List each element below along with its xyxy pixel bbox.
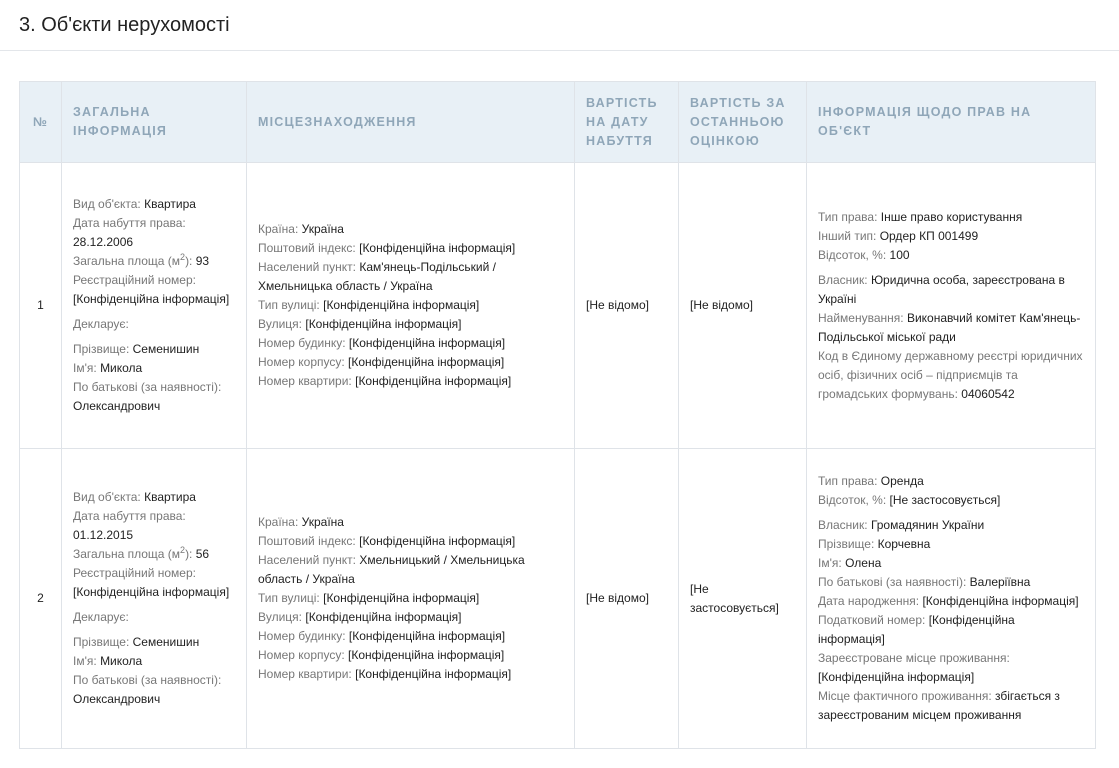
- declarant-label: Декларує:: [73, 610, 129, 624]
- area-value: 56: [195, 547, 210, 561]
- header-cost-acquisition: ВАРТІСТЬ НА ДАТУ НАБУТТЯ: [575, 82, 679, 163]
- object-type-value: Квартира: [144, 197, 196, 211]
- owner-value: Юридична особа, зареєстрована в Україні: [818, 272, 1065, 306]
- share-label: Відсоток, %:: [818, 493, 887, 507]
- owner-patronymic-value: Валеріївна: [969, 575, 1031, 589]
- right-type-label: Тип права:: [818, 474, 878, 488]
- apartment-label: Номер квартири:: [258, 667, 352, 681]
- header-general-info: ЗАГАЛЬНА ІНФОРМАЦІЯ: [62, 82, 247, 163]
- area-value: 93: [195, 254, 210, 268]
- block-label: Номер корпусу:: [258, 355, 345, 369]
- location-cell: [247, 449, 575, 749]
- edrpou-label: Код в Єдиному державному реєстрі юридичних осіб, фізичних осіб – підприємців та громадських формувань:: [818, 348, 1083, 401]
- other-type-label: Інший тип:: [818, 228, 877, 243]
- owner-patronymic-label: По батькові (за наявності):: [818, 575, 967, 589]
- right-type-value: Інше право користування: [880, 209, 1023, 224]
- share-value: 100: [889, 247, 910, 262]
- section-title: 3. Об'єкти нерухомості: [19, 13, 230, 36]
- street-label: Вулиця:: [258, 610, 303, 624]
- patronymic-label: По батькові (за наявності):: [73, 673, 222, 687]
- owner-surname-label: Прізвище:: [818, 537, 875, 551]
- org-name-value: Виконавчий комітет Кам'янець-Подільської міської ради: [818, 310, 1081, 344]
- right-type-value: Оренда: [880, 474, 924, 488]
- surname-label: Прізвище:: [73, 342, 130, 356]
- registered-address-value: [Конфіденційна інформація]: [818, 670, 975, 684]
- object-type-value: Квартира: [144, 490, 196, 504]
- street-type-value: [Конфіденційна інформація]: [323, 591, 480, 605]
- name-label: Ім'я:: [73, 654, 97, 668]
- table-row: [20, 163, 1096, 449]
- building-label: Номер будинку:: [258, 629, 346, 643]
- acquisition-date-label: Дата набуття права:: [73, 216, 186, 230]
- street-label: Вулиця:: [258, 317, 303, 331]
- registration-number-label: Реєстраційний номер:: [73, 273, 196, 287]
- surname-value: Семенишин: [132, 635, 200, 649]
- country-label: Країна:: [258, 515, 299, 529]
- city-label: Населений пункт:: [258, 260, 356, 274]
- cost-acquisition-cell: [Не відомо]: [575, 163, 679, 449]
- name-value: Микола: [100, 361, 143, 375]
- edrpou-value: 04060542: [961, 386, 1015, 401]
- share-label: Відсоток, %:: [818, 247, 887, 262]
- patronymic-value: Олександрович: [73, 399, 161, 413]
- area-label: Загальна площа $(м^2)$:: [73, 545, 193, 561]
- acquisition-date-value: 28.12.2006: [73, 235, 134, 249]
- section-header: [0, 0, 1119, 51]
- street-type-value: [Конфіденційна інформація]: [323, 298, 480, 312]
- street-type-label: Тип вулиці:: [258, 591, 320, 605]
- name-value: Микола: [100, 654, 143, 668]
- birth-date-value: [Конфіденційна інформація]: [922, 594, 1079, 608]
- owner-surname-value: Корчевна: [877, 537, 931, 551]
- tax-number-value: [Конфіденційна інформація]: [818, 613, 1015, 646]
- declarant-label: Декларує:: [73, 317, 129, 331]
- country-value: Україна: [301, 515, 344, 529]
- header-rights-info: ІНФОРМАЦІЯ ЩОДО ПРАВ НА ОБ'ЄКТ: [807, 82, 1096, 163]
- building-value: [Конфіденційна інформація]: [348, 629, 506, 643]
- apartment-value: [Конфіденційна інформація]: [355, 374, 512, 388]
- registered-address-label: Зареєстроване місце проживання:: [818, 651, 1010, 665]
- registration-number-value: [Конфіденційна інформація]: [73, 292, 230, 306]
- postcode-value: [Конфіденційна інформація]: [359, 241, 516, 255]
- acquisition-date-label: Дата набуття права:: [73, 509, 186, 523]
- header-cost-evaluation: ВАРТІСТЬ ЗА ОСТАННЬОЮ ОЦІНКОЮ: [679, 82, 807, 163]
- cost-evaluation-cell: [Не застосовується]: [679, 449, 807, 749]
- street-value: [Конфіденційна інформація]: [305, 610, 462, 624]
- owner-value: Громадянин України: [870, 518, 985, 532]
- actual-address-label: Місце фактичного проживання:: [818, 689, 992, 703]
- tax-number-label: Податковий номер:: [818, 613, 926, 627]
- owner-label: Власник:: [818, 272, 868, 287]
- owner-label: Власник:: [818, 518, 868, 532]
- header-location: МІСЦЕЗНАХОДЖЕННЯ: [247, 82, 575, 163]
- country-value: Україна: [301, 222, 344, 236]
- share-value: [Не застосовується]: [889, 493, 1001, 507]
- cost-acquisition-cell: [Не відомо]: [575, 449, 679, 749]
- table-header-row: [20, 82, 1096, 163]
- owner-name-label: Ім'я:: [818, 556, 842, 570]
- actual-address-value: збігається з зареєстрованим місцем проживання: [818, 689, 1060, 722]
- area-label: Загальна площа $(м^2)$:: [73, 252, 193, 268]
- block-label: Номер корпусу:: [258, 648, 345, 662]
- object-type-label: Вид об'єкта:: [73, 197, 141, 211]
- apartment-value: [Конфіденційна інформація]: [355, 667, 512, 681]
- postcode-value: [Конфіденційна інформація]: [359, 534, 516, 548]
- org-name-label: Найменування:: [818, 310, 904, 325]
- name-label: Ім'я:: [73, 361, 97, 375]
- postcode-label: Поштовий індекс:: [258, 534, 356, 548]
- right-type-label: Тип права:: [818, 209, 878, 224]
- owner-name-value: Олена: [845, 556, 882, 570]
- street-value: [Конфіденційна інформація]: [305, 317, 462, 331]
- registration-number-label: Реєстраційний номер:: [73, 566, 196, 580]
- postcode-label: Поштовий індекс:: [258, 241, 356, 255]
- real-estate-table: [19, 81, 1096, 749]
- patronymic-value: Олександрович: [73, 692, 161, 706]
- table-row: [20, 449, 1096, 749]
- rights-cell: [807, 163, 1096, 449]
- building-label: Номер будинку:: [258, 336, 346, 350]
- acquisition-date-value: 01.12.2015: [73, 528, 134, 542]
- building-value: [Конфіденційна інформація]: [348, 336, 506, 350]
- city-label: Населений пункт:: [258, 553, 356, 567]
- country-label: Країна:: [258, 222, 299, 236]
- street-type-label: Тип вулиці:: [258, 298, 320, 312]
- other-type-value: Ордер КП 001499: [879, 228, 979, 243]
- real-estate-table-wrapper: [19, 81, 1095, 749]
- block-value: [Конфіденційна інформація]: [348, 355, 505, 369]
- row-number: 1: [20, 163, 62, 449]
- cost-evaluation-cell: [Не відомо]: [679, 163, 807, 449]
- city-value: Кам'янець-Подільський / Хмельницька область / Україна: [258, 260, 497, 293]
- apartment-label: Номер квартири:: [258, 374, 352, 388]
- rights-cell: [807, 449, 1096, 749]
- block-value: [Конфіденційна інформація]: [348, 648, 505, 662]
- general-info-cell: [62, 163, 247, 449]
- location-cell: [247, 163, 575, 449]
- patronymic-label: По батькові (за наявності):: [73, 380, 222, 394]
- surname-value: Семенишин: [132, 342, 200, 356]
- general-info-cell: [62, 449, 247, 749]
- header-number: №: [20, 82, 62, 163]
- registration-number-value: [Конфіденційна інформація]: [73, 585, 230, 599]
- city-value: Хмельницький / Хмельницька область / Україна: [258, 553, 525, 586]
- row-number: 2: [20, 449, 62, 749]
- surname-label: Прізвище:: [73, 635, 130, 649]
- birth-date-label: Дата народження:: [818, 594, 920, 608]
- object-type-label: Вид об'єкта:: [73, 490, 141, 504]
